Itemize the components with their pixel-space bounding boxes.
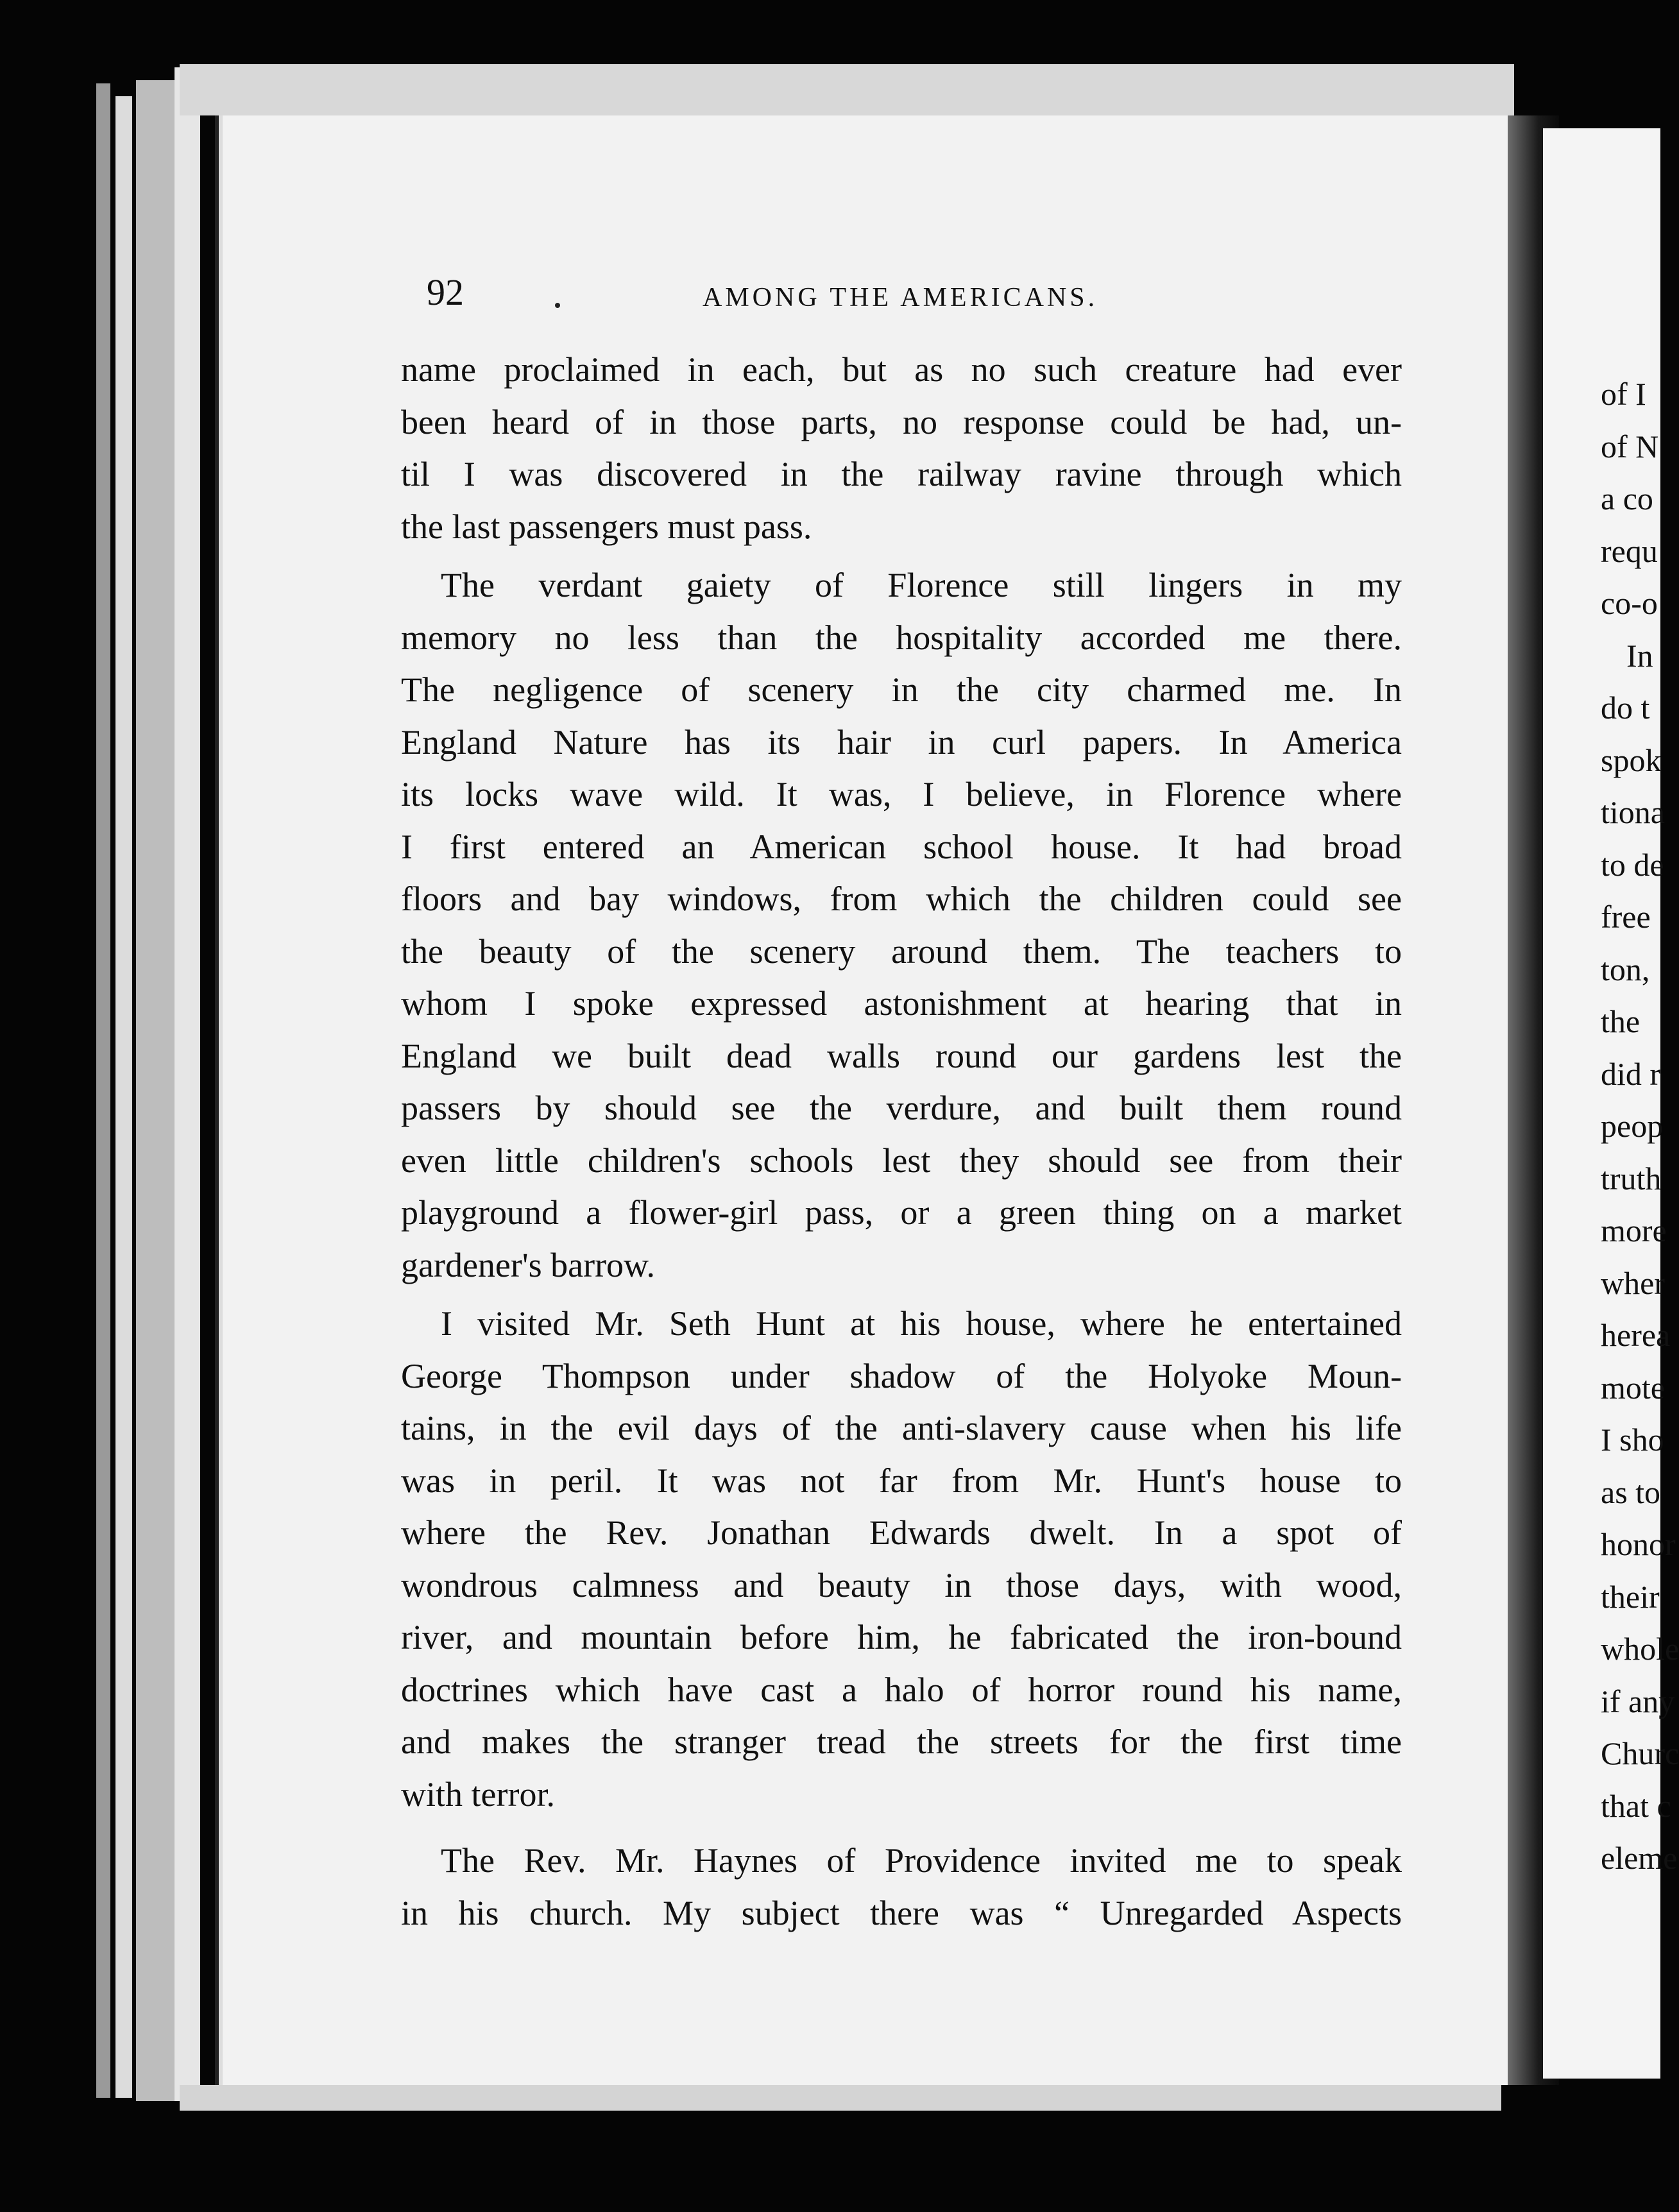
text-line: floors and bay windows, from which the children could see (401, 880, 1402, 918)
text-line: even little children's schools lest they should see from their (401, 1141, 1402, 1180)
next-page-line: eleme (1601, 1840, 1678, 1876)
next-page-line: if any (1601, 1683, 1675, 1719)
next-page-line: a co (1601, 481, 1653, 516)
next-page-line: I sho (1601, 1422, 1664, 1458)
text-line: til I was discovered in the railway ravine through which (401, 455, 1402, 493)
text-line: passers by should see the verdure, and built them round (401, 1089, 1402, 1127)
text-line: whom I spoke expressed astonishment at hearing that in (401, 984, 1402, 1023)
next-page-line: that c (1601, 1787, 1671, 1824)
page-number: 92 (427, 271, 464, 313)
next-page-line: Churc (1601, 1735, 1679, 1771)
next-page-line: of I (1601, 376, 1646, 412)
text-line: the beauty of the scenery around them. The teachers to (401, 932, 1402, 971)
next-page-line: honor (1601, 1526, 1676, 1562)
page-edge-bottom (180, 2085, 1501, 2111)
next-page-line: mote (1601, 1369, 1665, 1406)
text-line: the last passengers must pass. (401, 507, 812, 546)
next-page-line: more (1601, 1212, 1667, 1248)
print-speck (555, 303, 560, 308)
next-page-line: their (1601, 1578, 1660, 1615)
page-edge (136, 80, 175, 2101)
text-line: England we built dead walls round our gardens lest the (401, 1036, 1402, 1075)
next-page-line: In (1626, 637, 1653, 674)
next-page-line: truth (1601, 1160, 1662, 1196)
next-page-line: the (1601, 1003, 1641, 1039)
text-line: where the Rev. Jonathan Edwards dwelt. In a spot of (401, 1513, 1402, 1552)
text-line: tains, in the evil days of the anti-slavery cause when his life (401, 1409, 1402, 1447)
text-line: playground a flower-girl pass, or a green thing on a market (401, 1193, 1402, 1232)
page-header (427, 263, 1421, 321)
text-line: doctrines which have cast a halo of horror round his name, (401, 1670, 1402, 1709)
running-head: AMONG THE AMERICANS. (703, 283, 1098, 312)
text-line: with terror. (401, 1774, 555, 1814)
next-page-line: spok (1601, 742, 1662, 778)
text-line: gardener's barrow. (401, 1245, 656, 1284)
text-line: The verdant gaiety of Florence still lingers in my (441, 566, 1402, 604)
next-page-line: to de (1601, 846, 1664, 883)
next-page-line: wher (1601, 1264, 1665, 1301)
next-page-line: free (1601, 899, 1651, 935)
next-page-line: requ (1601, 532, 1658, 569)
text-line: its locks wave wild. It was, I believe, in Florence where (401, 775, 1402, 813)
next-page-line: tiona (1601, 794, 1665, 830)
page-edge (96, 83, 110, 2098)
page-edge-top (180, 64, 1514, 115)
page-edge (175, 67, 200, 2101)
next-page-line: do t (1601, 690, 1650, 726)
next-page-line: herea (1601, 1317, 1671, 1353)
text-line: been heard of in those parts, no response could be had, un- (401, 402, 1402, 441)
text-line: The negligence of scenery in the city charmed me. In (401, 670, 1402, 709)
text-line: The Rev. Mr. Haynes of Providence invited me to speak (441, 1841, 1402, 1880)
next-page-line: co-o (1601, 585, 1658, 621)
next-page-text-fragment (1601, 375, 1679, 1889)
text-line: was in peril. It was not far from Mr. Hunt's house to (401, 1461, 1402, 1500)
page-edge (115, 96, 132, 2098)
next-page-line: of N (1601, 428, 1659, 464)
text-line: wondrous calmness and beauty in those days, with wood, (401, 1565, 1402, 1604)
next-page-line: as to (1601, 1474, 1661, 1510)
text-line: George Thompson under shadow of the Holyoke Moun- (401, 1356, 1402, 1395)
text-line: I first entered an American school house. It had broad (401, 827, 1402, 866)
text-line: and makes the stranger tread the streets for the first time (401, 1723, 1402, 1761)
text-line: England Nature has its hair in curl papers. In America (401, 722, 1402, 761)
next-page-line: did r (1601, 1055, 1661, 1092)
text-line: river, and mountain before him, he fabricated the iron-bound (401, 1618, 1402, 1656)
text-line: name proclaimed in each, but as no such creature had ever (401, 350, 1402, 389)
text-line: memory no less than the hospitality accorded me there. (401, 618, 1402, 657)
next-page-line: whole (1601, 1631, 1679, 1667)
next-page-line: peop (1601, 1108, 1664, 1144)
next-page-line: ton, (1601, 951, 1650, 987)
text-line: I visited Mr. Seth Hunt at his house, where he entertained (441, 1304, 1402, 1343)
text-line: in his church. My subject there was “ Unregarded Aspects (401, 1893, 1402, 1932)
